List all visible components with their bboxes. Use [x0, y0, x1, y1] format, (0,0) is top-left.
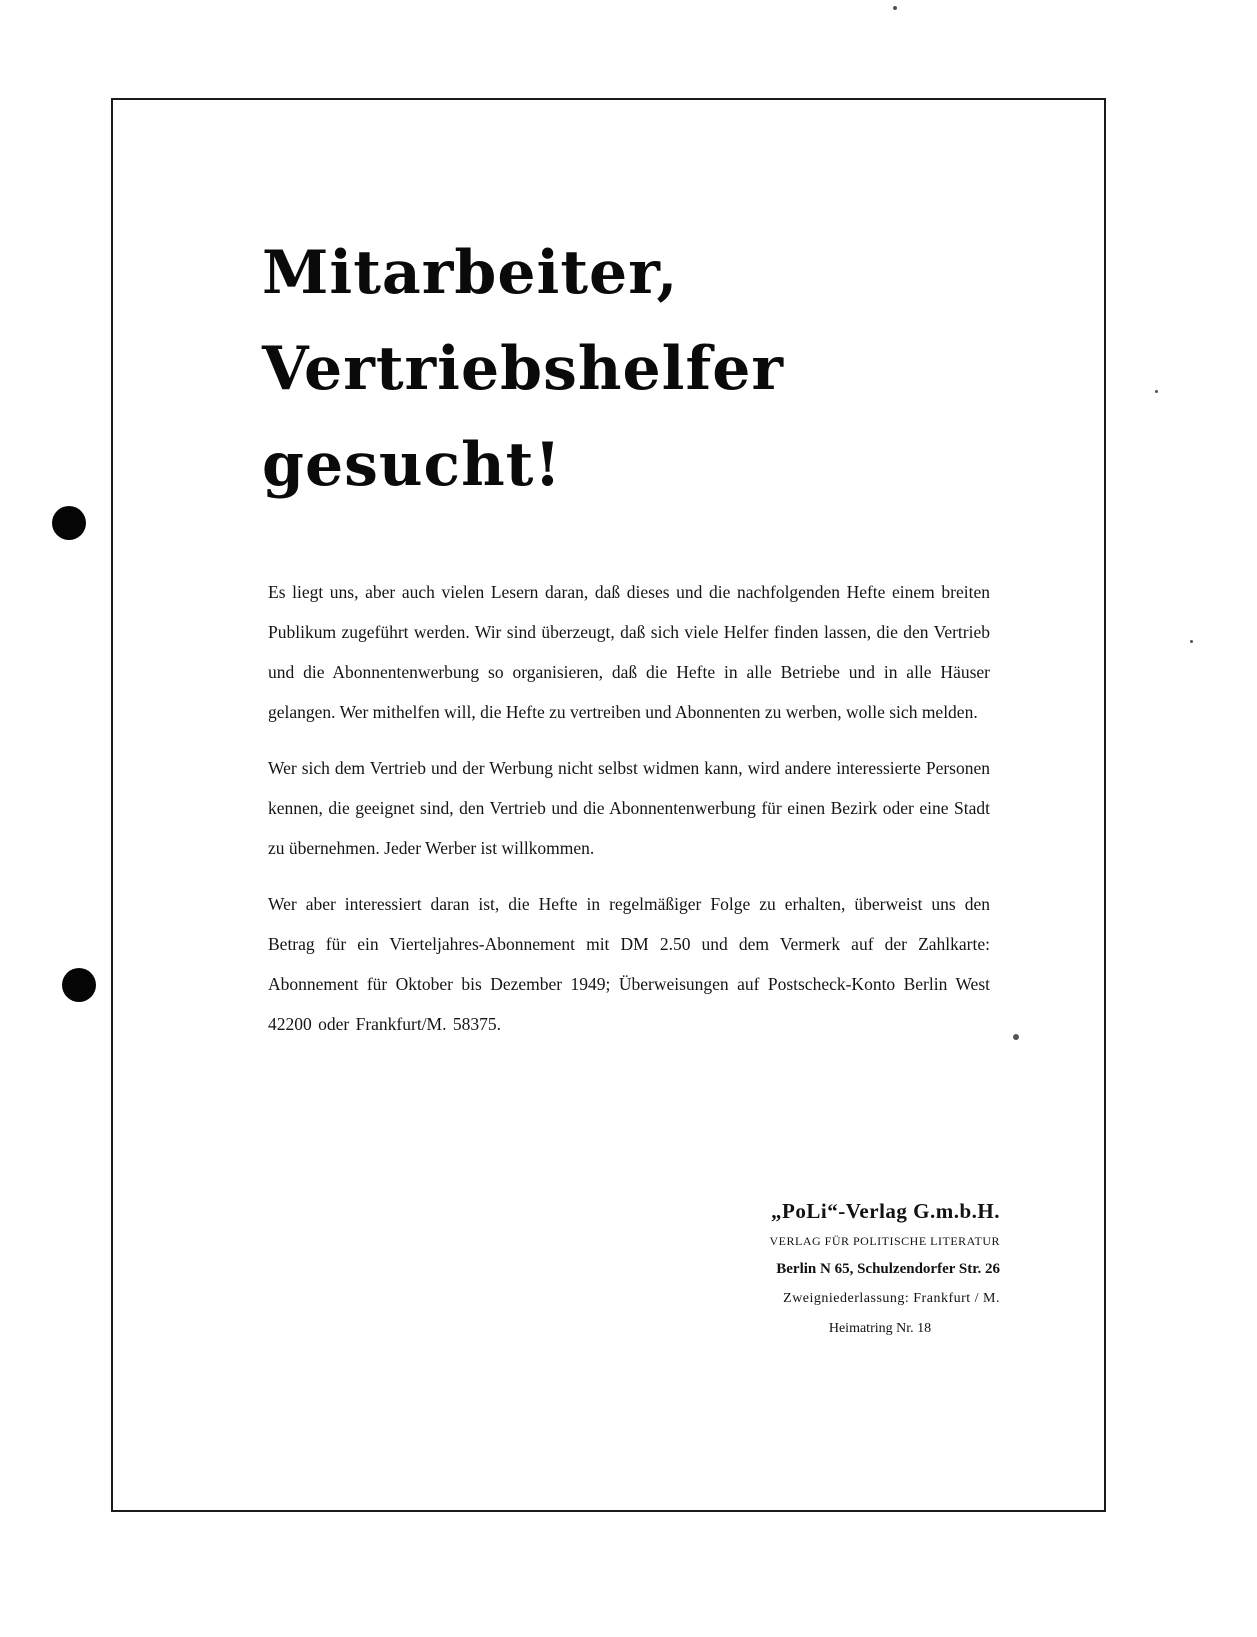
headline-line-3: gesucht! [262, 430, 562, 500]
scan-speck [1190, 640, 1193, 643]
publisher-name: „PoLi“-Verlag G.m.b.H. [771, 1199, 1000, 1223]
scan-speck [893, 6, 897, 10]
publisher-block [700, 1194, 1000, 1344]
paragraph-2: Wer sich dem Vertrieb und der Werbung nicht selbst widmen kann, wird andere interessierte Personen kennen, die geeignet sind, den Vertrieb und die Abonnentenwerbung für einen Bezirk oder eine Stadt zu übernehmen. Jeder Werber ist willkommen. [268, 758, 990, 858]
paragraph-1: Es liegt uns, aber auch vielen Lesern daran, daß dieses und die nachfolgenden Hefte einem breiten Publikum zugeführt werden. Wir sind überzeugt, daß sich viele Helfer finden lassen, die den Vertrieb und die Abonnentenwerbung so organisieren, daß die Hefte in alle Betriebe und in alle Häuser gelangen. Wer mithelfen will, die Hefte zu vertreiben und Abonnenten zu werben, wolle sich melden. [268, 582, 990, 722]
headline-line-2: Vertriebshelfer [262, 334, 785, 404]
publisher-subtitle: VERLAG FÜR POLITISCHE LITERATUR [769, 1234, 1000, 1248]
scan-speck [1155, 390, 1158, 393]
punch-hole-bottom [62, 968, 96, 1002]
publisher-branch: Zweigniederlassung: Frankfurt / M. [783, 1291, 1000, 1306]
publisher-address: Berlin N 65, Schulzendorfer Str. 26 [776, 1261, 1000, 1277]
paragraph-3: Wer aber interessiert daran ist, die Hefte in regelmäßiger Folge zu erhalten, überweist uns den Betrag für ein Vierteljahres-Abonnement mit DM 2.50 und dem Vermerk auf der Zahlkarte: Abonnement für Oktober bis Dezember 1949; Überweisungen auf Postscheck-Konto Berlin West 42200 oder Frankfurt/M. 58375. [268, 894, 990, 1034]
punch-hole-top [52, 506, 86, 540]
body-text [268, 572, 990, 1060]
publisher-street: Heimatring Nr. 18 [828, 1321, 932, 1336]
headline-line-1: Mitarbeiter, [262, 238, 679, 308]
headline [262, 225, 784, 513]
